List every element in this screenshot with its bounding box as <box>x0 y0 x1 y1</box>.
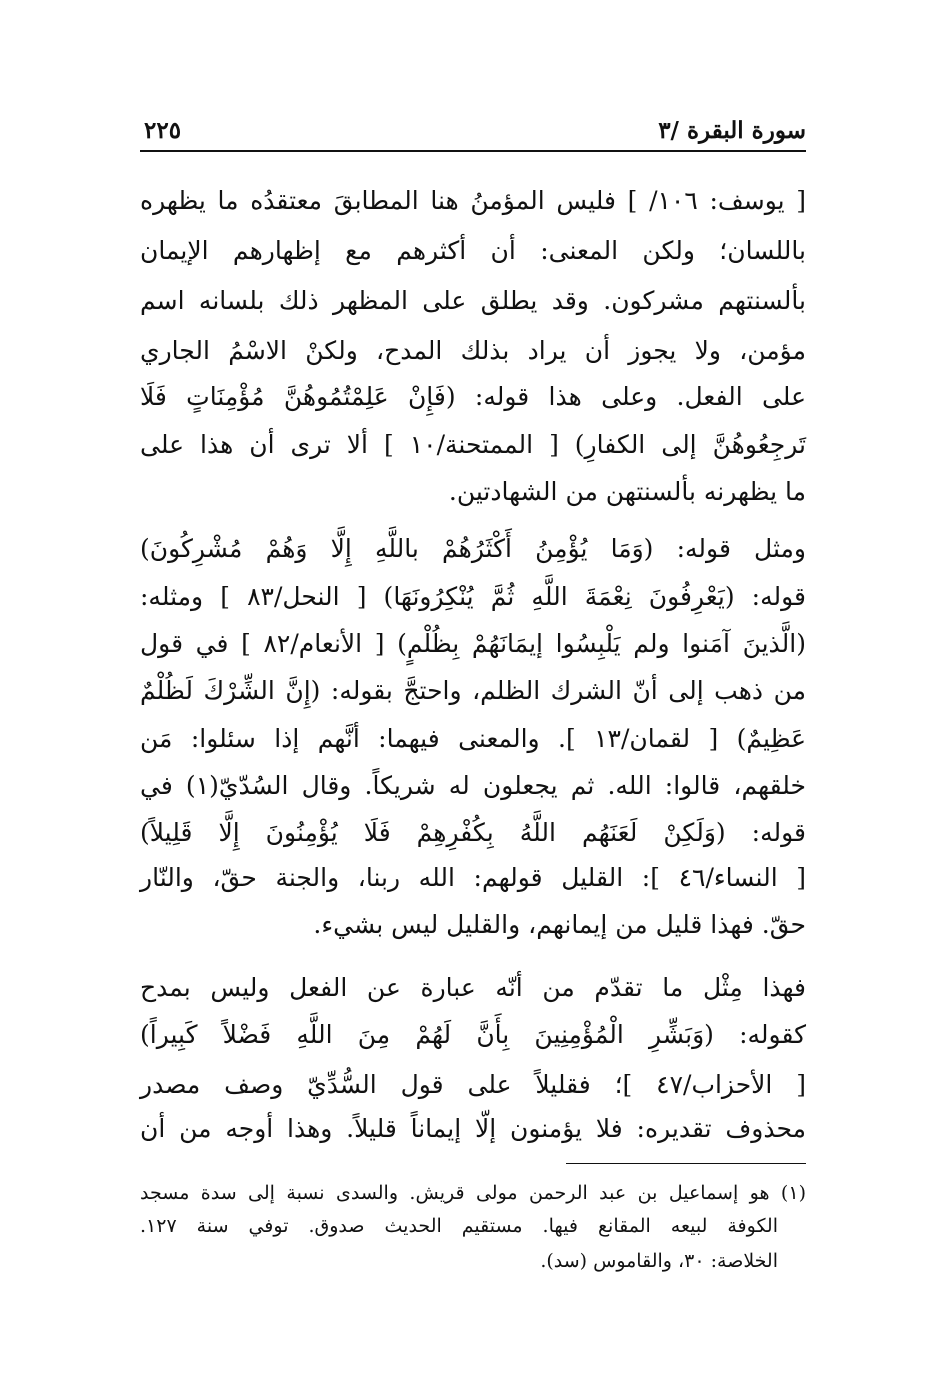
text-line: ومثل قوله: (وَمَا يُؤْمِنُ أَكْثَرُهُمْ باللَّهِ إِلَّا وَهُمْ مُشْرِكُونَ) <box>140 534 806 563</box>
text-line: من ذهب إلى أنّ الشرك الظلم، واحتجَّ بقوله: (إِنَّ الشِّرْكَ لَظُلْمٌ <box>140 676 806 705</box>
text-line: مؤمن، ولا يجوز أن يراد بذلك المدح، ولكنْ الاسْمُ الجاري <box>140 336 806 365</box>
text-line: [ النساء/٤٦ ]: القليل قولهم: الله ربنا، والجنة حقّ، والنّار <box>140 863 807 892</box>
text-line: عَظِيمٌ) [ لقمان/١٣ ]. والمعنى فيهما: أنَّهم إذا سئلوا: مَن <box>140 724 806 753</box>
page-number: ٢٢٥ <box>144 117 182 144</box>
text-line: (الَّذينَ آمَنوا ولم يَلْبِسُوا إيمَانَهُمْ بِظُلْمٍ) [ الأنعام/٨٢ ] في قول <box>140 629 806 658</box>
footnote-line: الكوفة لبيعه المقانع فيها. مستقيم الحديث صدوق. توفي سنة ١٢٧. <box>140 1215 778 1237</box>
text-line: فهذا مِثْل ما تقدّم من أنّه عبارة عن الفعل وليس بمدح <box>140 973 806 1002</box>
text-line: [ الأحزاب/٤٧ ]؛ فقليلاً على قول السُّدِّيّ وصف مصدر <box>140 1070 806 1099</box>
text-line: محذوف تقديره: فلا يؤمنون إلّا إيماناً قليلاً. وهذا أوجه من أن <box>140 1114 806 1143</box>
text-line: قوله: (وَلَكِنْ لَعَنَهُم اللَّهُ بِكُفْرِهِمْ فَلَا يُؤْمِنُونَ إِلَّا قَلِيلاً) <box>140 818 806 847</box>
text-line: على الفعل. وعلى هذا قوله: (فَإِنْ عَلِمْتُمُوهُنَّ مُؤْمِنَاتٍ فَلَا <box>140 382 806 411</box>
text-line: خلقهم، قالوا: الله. ثم يجعلون له شريكاً. وقال السُدّيّ(١) في <box>140 771 806 800</box>
text-line: حقّ. فهذا قليل من إيمانهم، والقليل ليس بشيء. <box>313 910 806 939</box>
running-header <box>140 117 806 149</box>
text-line: باللسان؛ ولكن المعنى: أن أكثرهم مع إظهارهم الإيمان <box>140 236 806 265</box>
footnote-rule <box>566 1163 806 1164</box>
text-line: كقوله: (وَبَشِّرِ الْمُؤْمِنِينَ بِأَنَّ لَهُمْ مِنَ اللَّهِ فَضْلاً كَبِيراً) <box>140 1020 806 1049</box>
text-line: [ يوسف: ١٠٦/ ] فليس المؤمنُ هنا المطابقَ معتقدُه ما يظهره <box>140 186 806 215</box>
text-line: قوله: (يَعْرِفُونَ نِعْمَةَ اللَّهِ ثُمَّ يُنْكِرُونَهَا) [ النحل/٨٣ ] ومثله: <box>140 582 806 611</box>
footnote-line: (١) هو إسماعيل بن عبد الرحمن مولى قريش. والسدى نسبة إلى سدة مسجد <box>140 1182 806 1204</box>
footnote-line: الخلاصة: ٣٠، والقاموس (سد). <box>540 1250 778 1272</box>
text-line: بألسنتهم مشركون. وقد يطلق على المظهر ذلك بلسانه اسم <box>140 286 806 315</box>
header-title: سورة البقرة /٣ <box>658 117 806 144</box>
header-rule <box>140 150 806 152</box>
text-line: ما يظهرنه بألسنتهن من الشهادتين. <box>448 477 806 506</box>
text-line: تَرجِعُوهُنَّ إلى الكفارِ) [ الممتحنة/١٠ ] ألا ترى أن هذا على <box>140 430 807 459</box>
